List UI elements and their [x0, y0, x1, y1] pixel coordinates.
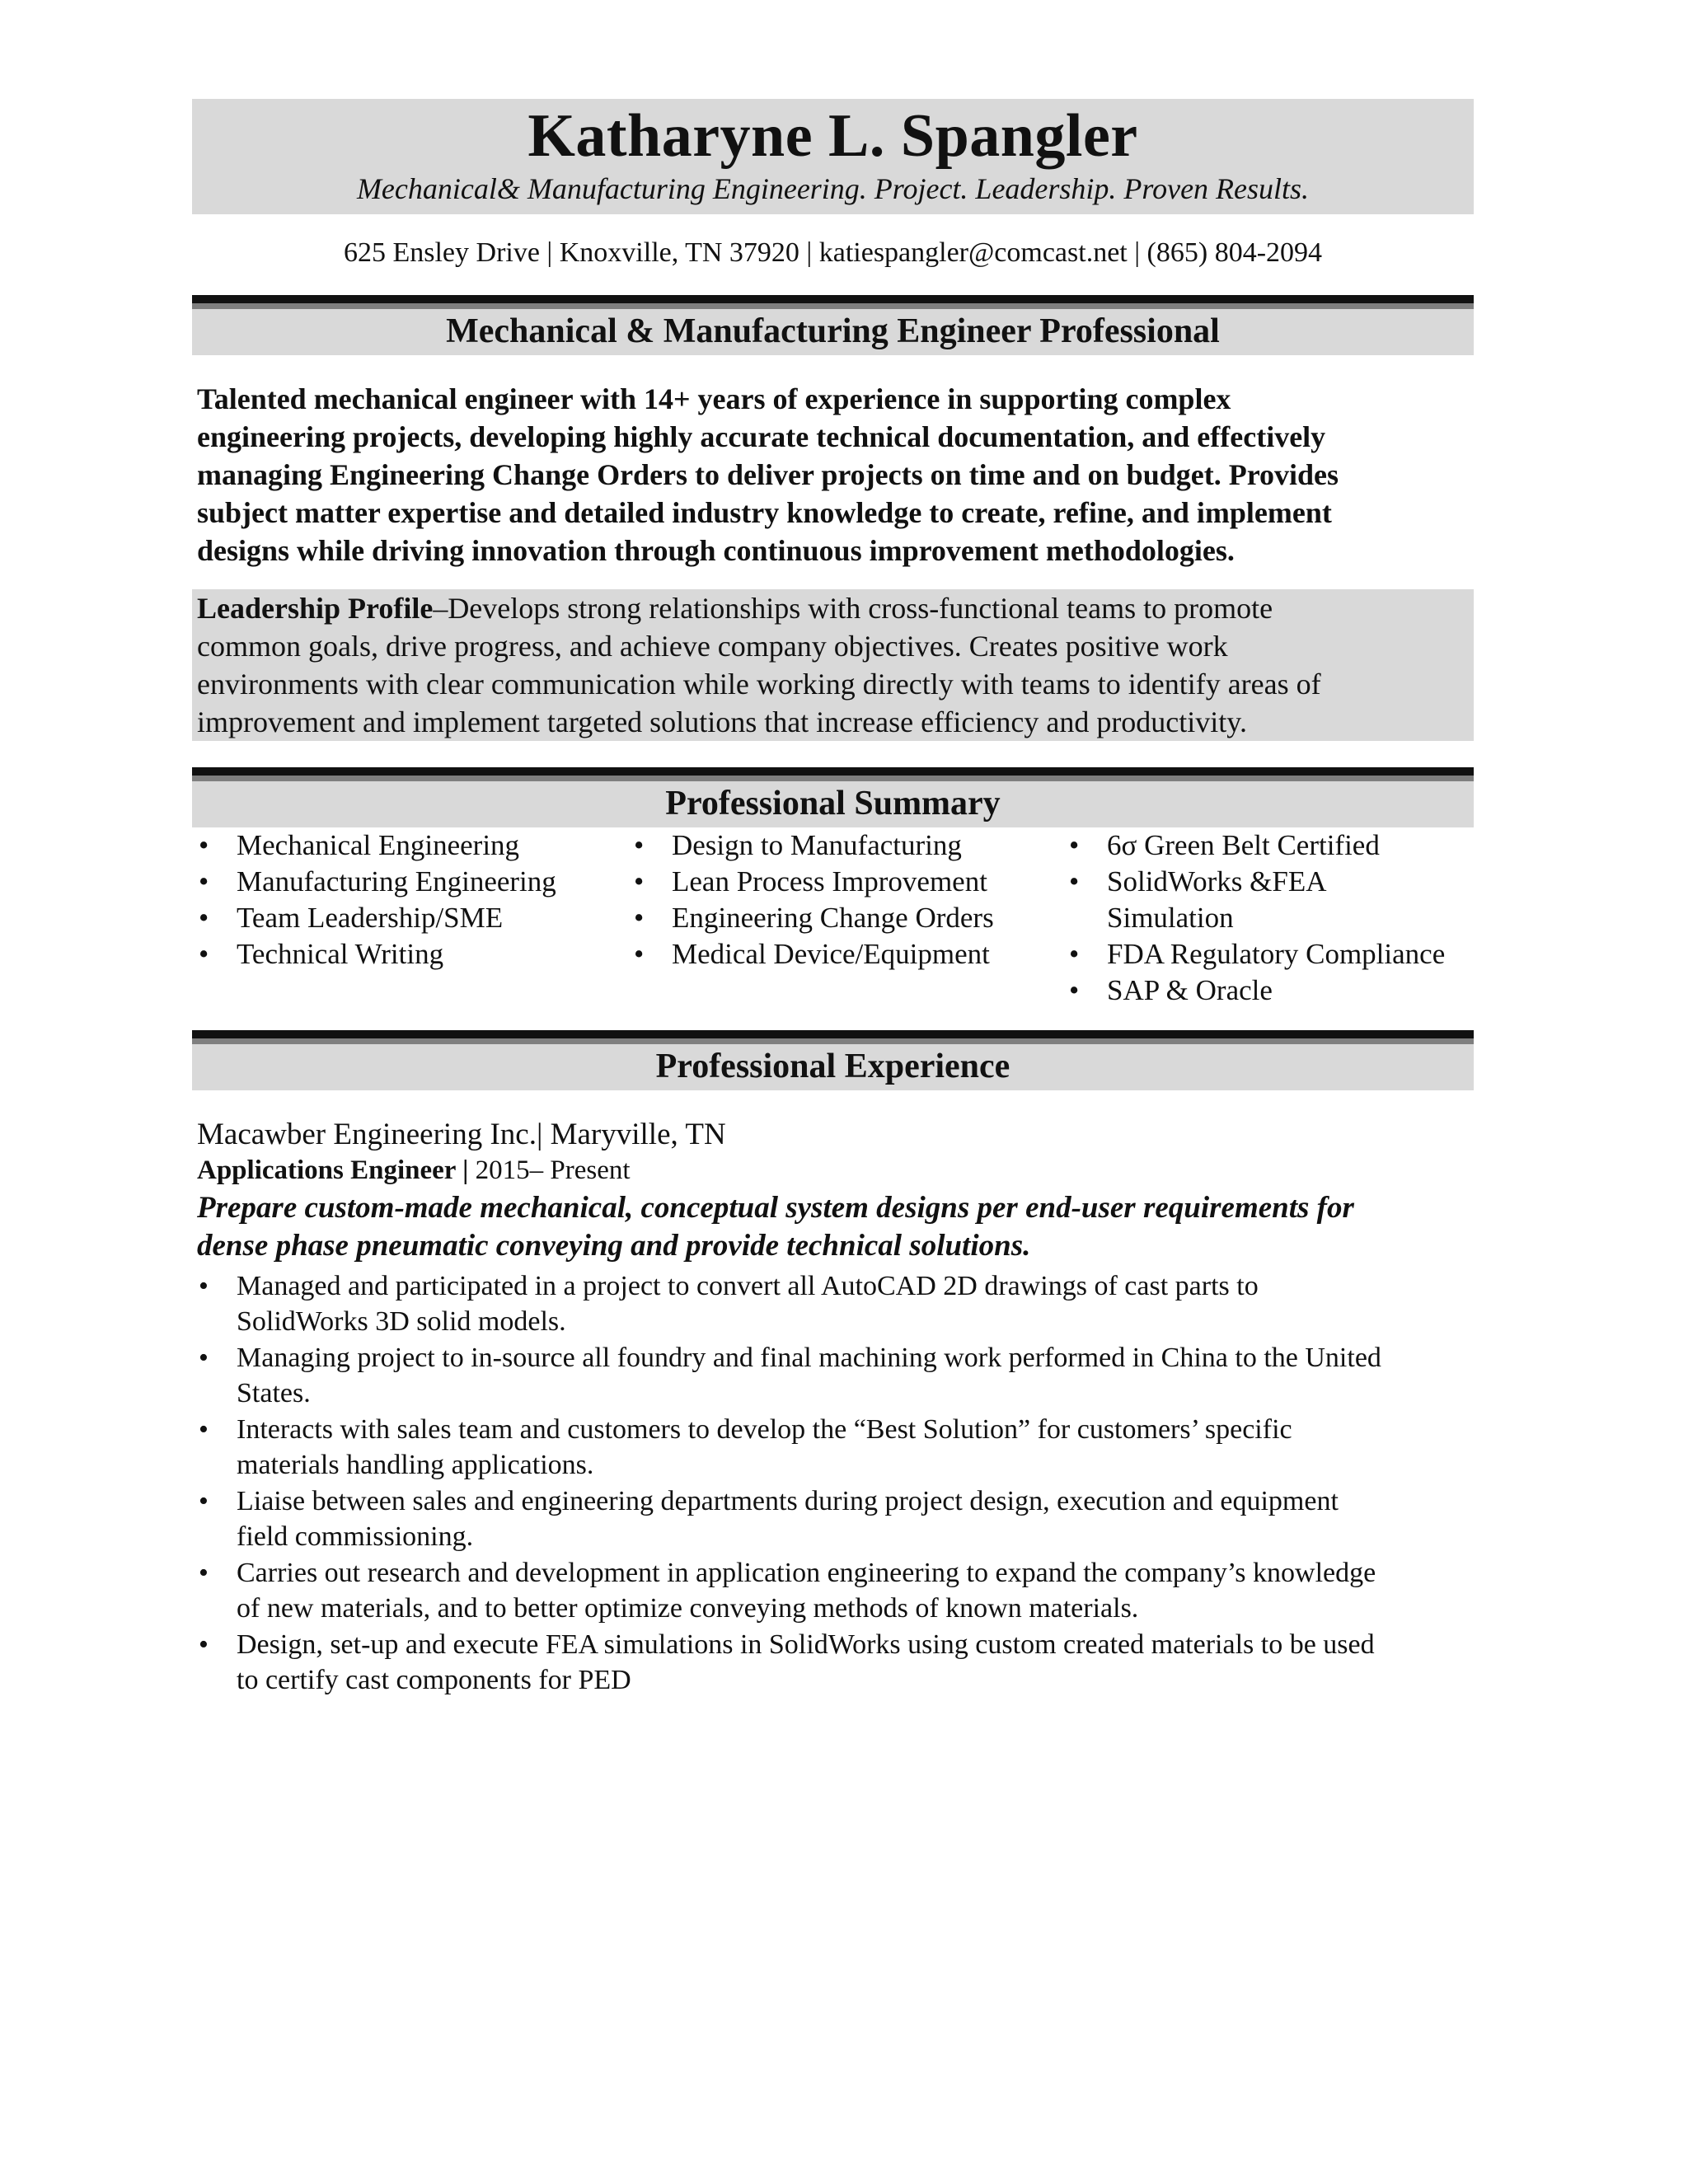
section-rule: [192, 767, 1474, 776]
leadership-line: environments with clear communication while working directly with teams to identify areas of: [197, 668, 1321, 701]
duties-list: [192, 1268, 1474, 1698]
skill-item: • SolidWorks &FEA Simulation: [1067, 864, 1463, 936]
skill-item: • FDA Regulatory Compliance: [1067, 936, 1463, 972]
profile-line: managing Engineering Change Orders to deliver projects on time and on budget. Provides: [197, 458, 1339, 491]
role-focus: Prepare custom-made mechanical, conceptual system designs per end-user requirements for dense phase pneumatic conveying and provide technical solutions.: [197, 1191, 1354, 1263]
skill-item: • Technical Writing: [197, 936, 632, 972]
profile-summary: [192, 380, 1474, 569]
skills-column: [197, 827, 632, 1009]
skills-grid: [192, 827, 1474, 1009]
skill-item: • Medical Device/Equipment: [632, 936, 1067, 972]
experience-section: [192, 1030, 1474, 1698]
leadership-line: improvement and implement targeted solutions that increase efficiency and productivity.: [197, 705, 1247, 738]
skill-item: • Design to Manufacturing: [632, 827, 1067, 864]
skills-column: [1067, 827, 1463, 1009]
skill-item: • Team Leadership/SME: [197, 900, 632, 936]
skill-item: • Lean Process Improvement: [632, 864, 1067, 900]
tagline: Mechanical& Manufacturing Engineering. Project. Leadership. Proven Results.: [356, 172, 1310, 205]
duty-item: • Carries out research and development in application engineering to expand the company’s knowledge of new materials, and to better optimize conveying methods of known materials.: [197, 1555, 1474, 1626]
profile-line: designs while driving innovation through continuous improvement methodologies.: [197, 534, 1235, 567]
profile-line: Talented mechanical engineer with 14+ years of experience in supporting complex: [197, 382, 1231, 415]
duty-item: • Design, set-up and execute FEA simulations in SolidWorks using custom created materials to be used to certify cast components for PED: [197, 1627, 1474, 1698]
skill-item: • 6σ Green Belt Certified: [1067, 827, 1463, 864]
profile-heading: Mechanical & Manufacturing Engineer Professional: [192, 309, 1474, 355]
duty-item: • Managing project to in-source all foundry and final machining work performed in China to the United States.: [197, 1340, 1474, 1411]
profile-section: [192, 295, 1474, 741]
contact-line: 625 Ensley Drive | Knoxville, TN 37920 | katiespangler@comcast.net | (865) 804-2094: [343, 237, 1323, 268]
leadership-line: common goals, drive progress, and achieve company objectives. Creates positive work: [197, 630, 1228, 663]
skill-item: • SAP & Oracle: [1067, 972, 1463, 1009]
section-rule: [192, 1030, 1474, 1038]
leadership-line: –Develops strong relationships with cross-functional teams to promote: [433, 592, 1273, 625]
skill-item: • Manufacturing Engineering: [197, 864, 632, 900]
skill-item: • Engineering Change Orders: [632, 900, 1067, 936]
header-band: [192, 99, 1474, 214]
leadership-label: Leadership Profile: [197, 592, 434, 625]
leadership-profile: [192, 589, 1474, 741]
resume-page: [192, 99, 1474, 1699]
section-rule: [192, 295, 1474, 303]
profile-line: engineering projects, developing highly accurate technical documentation, and effectively: [197, 420, 1326, 453]
candidate-name: Katharyne L. Spangler: [528, 102, 1138, 170]
role-title: Applications Engineer |: [197, 1155, 469, 1185]
summary-section: [192, 767, 1474, 1009]
duty-item: • Liaise between sales and engineering departments during project design, execution and equipment field commissioning.: [197, 1483, 1474, 1554]
experience-heading: Professional Experience: [192, 1044, 1474, 1090]
profile-line: subject matter expertise and detailed industry knowledge to create, refine, and implement: [197, 496, 1332, 529]
duty-item: • Interacts with sales team and customers to develop the “Best Solution” for customers’ specific materials handling applications.: [197, 1412, 1474, 1483]
duty-item: • Managed and participated in a project to convert all AutoCAD 2D drawings of cast parts to SolidWorks 3D solid models.: [197, 1268, 1474, 1339]
company-name: Macawber Engineering Inc.| Maryville, TN: [197, 1118, 726, 1151]
role-dates: 2015– Present: [468, 1155, 631, 1185]
role-line: [192, 1155, 1474, 1186]
summary-heading: Professional Summary: [192, 781, 1474, 827]
skill-item: • Mechanical Engineering: [197, 827, 632, 864]
skills-column: [632, 827, 1067, 1009]
